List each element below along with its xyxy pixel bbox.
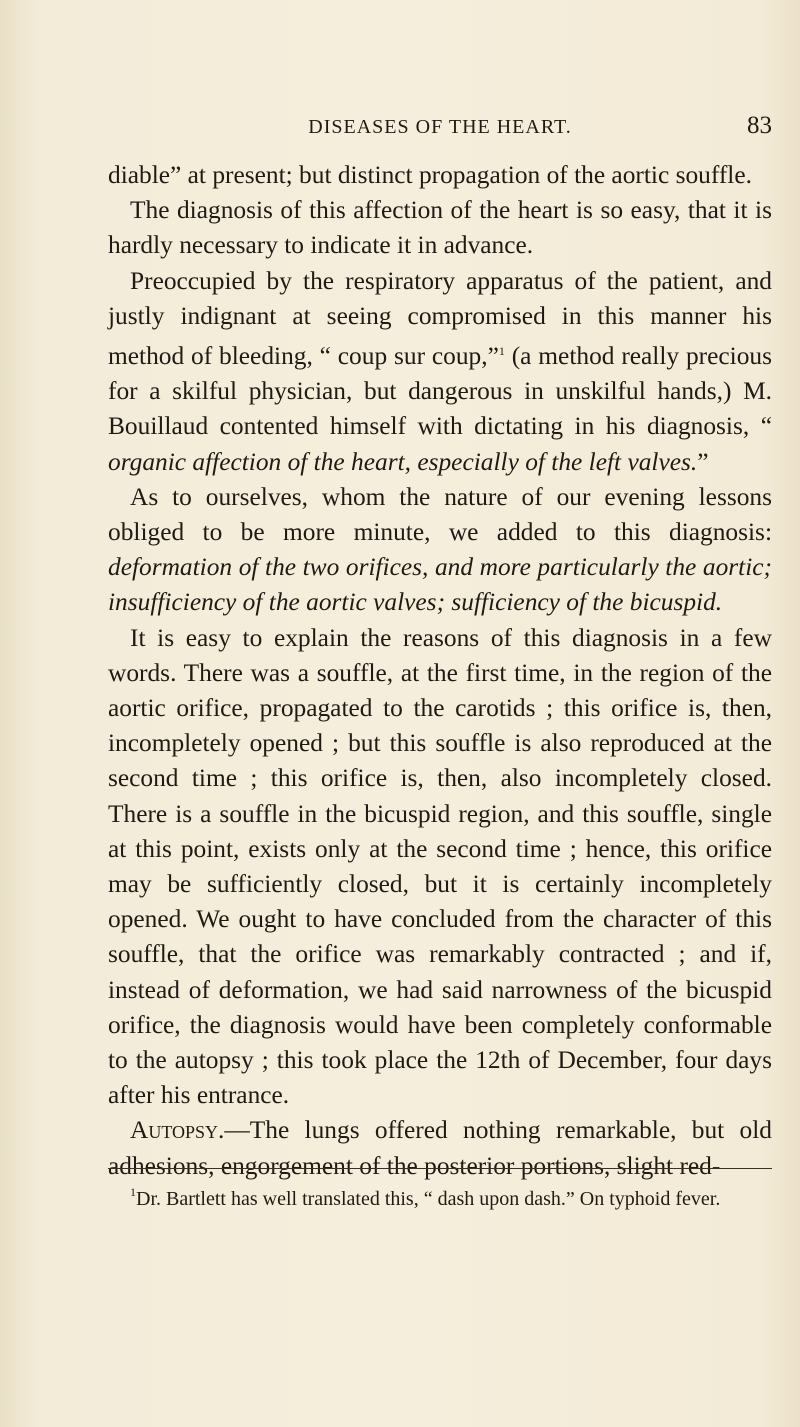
paragraph-6: Autopsy.—The lungs offered nothing remarkable, but old adhesions, engorgement of the posterior portions, slight red- [108,1116,772,1180]
diagnosis-quote: organic affection of the heart, especially of the left valves. [108,447,698,476]
running-head: DISEASES OF THE HEART. [308,116,572,138]
paragraph-2: The diagnosis of this affection of the heart is so easy, that it is hardly necessary to indicate it in advance. [108,196,772,260]
footnote-marker: 1 [130,1185,136,1199]
footnote-divider [108,1168,772,1169]
paragraph-4: As to ourselves, whom the nature of our evening lessons obliged to be more minute, we added to this diagnosis: deformation of the two orifices, and more particularly the aortic; insufficiency of the aortic valves; sufficiency of the bicuspid. [108,482,772,617]
footnote: $^1$Dr. Bartlett has well translated this, “ dash upon dash.” On typhoid fever. [130,1185,721,1210]
autopsy-heading: Autopsy. [130,1116,225,1145]
body-text [108,158,772,1184]
page-number: 83 [747,112,772,139]
paragraph-3: Preoccupied by the respiratory apparatus of the patient, and justly indignant at seeing compromised in this manner his method of bleeding, “ coup sur coup,”$^1$ (a method really precious for a skilful physician, but dangerous in unskilful hands,) M. Bouillaud contented himself with dictating in his diagnosis, “ organic affection of the heart, especially of the left valves.” [108,266,772,476]
paragraph-5: It is easy to explain the reasons of this diagnosis in a few words. There was a souffle, at the first time, in the region of the aortic orifice, propagated to the carotids ; this orifice is, then, incompletely opened ; but this souffle is also reproduced at the second time ; this orifice is, then, also incompletely closed. There is a souffle in the bicuspid region, and this souffle, single at this point, exists only at the second time ; hence, this orifice may be sufficiently closed, but it is certainly incompletely opened. We ought to have concluded from the character of this souffle, that the orifice was remarkably contracted ; and if, instead of deformation, we had said narrowness of the bicuspid orifice, the diagnosis would have been completely conformable to the autopsy ; this took place the 12th of December, four days after his entrance. [108,623,772,1110]
page-header [108,112,772,142]
added-diagnosis: deformation of the two orifices, and more particularly the aortic; insufficiency of the aortic valves; sufficiency of the bicuspid. [108,553,772,617]
footnote-reference: 1 [498,344,505,359]
paragraph-1: diable” at present; but distinct propagation of the aortic souffle. [108,161,752,189]
